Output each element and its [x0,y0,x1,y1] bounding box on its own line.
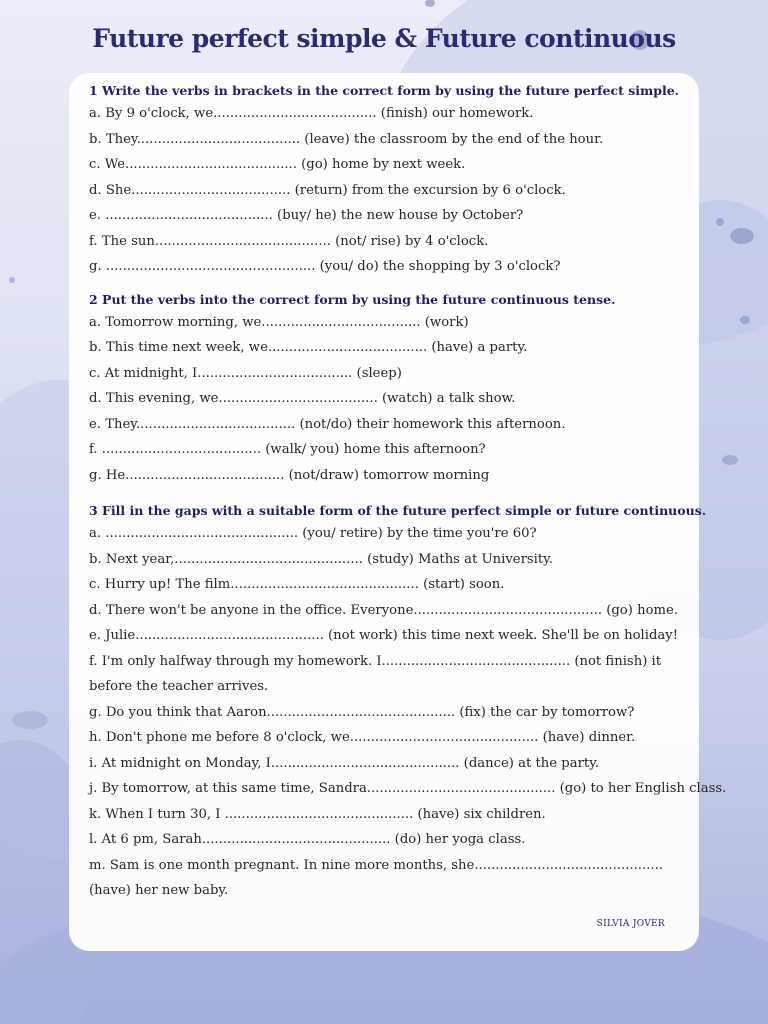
exercise-item: a. By 9 o'clock, we....................................... (finish) our homework. [89,106,534,121]
exercise-item: k. When I turn 30, I ............................................. (have) six children. [89,806,546,822]
exercise-item: f. I'm only halfway through my homework. I............................................. (not finish) it before the teacher arrives. [89,653,662,694]
exercise-item: e. Julie............................................. (not work) this time next week. She'll be on holiday! [89,628,679,643]
section-1 [89,81,679,280]
exercise-item: g. Do you think that Aaron............................................. (fix) the car by tomorrow? [89,704,635,720]
exercise-item: l. At 6 pm, Sarah............................................. (do) her yoga class. [89,832,526,847]
worksheet-card [69,73,727,951]
exercise-item: h. Don't phone me before 8 o'clock, we............................................. (have) dinner. [89,730,636,745]
exercise-item: c. At midnight, I..................................... (sleep) [89,365,402,381]
exercise-item: a. .............................................. (you/ retire) by the time you're 60? [89,526,537,541]
exercise-item: f. The sun.......................................... (not/ rise) by 4 o'clock. [89,233,489,249]
exercise-list [89,310,679,489]
section-heading: 3 Fill in the gaps with a suitable form of the future perfect simple or future continuous. [89,503,707,518]
exercise-item: b. They....................................... (leave) the classroom by the end of the hour. [89,131,604,147]
section-heading: 1 Write the verbs in brackets in the correct form by using the future perfect simple. [89,83,680,98]
page-title: Future perfect simple & Future continuous [92,24,676,53]
exercise-item: m. Sam is one month pregnant. In nine more months, she............................................. (have) her new baby. [89,857,663,898]
exercise-list [89,521,727,904]
exercise-item: c. We......................................... (go) home by next week. [89,157,466,172]
exercise-item: j. By tomorrow, at this same time, Sandra............................................. (go) to her English class. [89,781,727,796]
exercise-item: b. Next year,............................................. (study) Maths at University. [89,551,554,567]
exercise-item: f. ...................................... (walk/ you) home this afternoon? [89,442,486,457]
exercise-item: d. This evening, we...................................... (watch) a talk show. [89,391,516,406]
exercise-item: a. Tomorrow morning, we...................................... (work) [89,314,469,330]
exercise-item: i. At midnight on Monday, I............................................. (dance) at the party. [89,755,600,771]
section-3 [89,501,727,904]
section-heading: 2 Put the verbs into the correct form by using the future continuous tense. [89,291,616,307]
exercise-list [89,101,679,280]
exercise-item: g. He...................................... (not/draw) tomorrow morning [89,467,490,483]
exercise-item: e. ........................................ (buy/ he) the new house by October? [89,208,524,223]
exercise-item: e. They...................................... (not/do) their homework this afternoon. [89,416,566,432]
exercise-item: d. She...................................... (return) from the excursion by 6 o'clock. [89,182,566,198]
exercise-item: g. .................................................. (you/ do) the shopping by 3 o'clock? [89,259,561,274]
section-2 [89,290,679,489]
exercise-item: b. This time next week, we...................................... (have) a party. [89,340,528,355]
exercise-item: d. There won't be anyone in the office. Everyone............................................. (go) home. [89,602,679,618]
author-credit: SILVIA JOVER [596,919,665,929]
exercise-item: c. Hurry up! The film............................................. (start) soon. [89,577,505,592]
